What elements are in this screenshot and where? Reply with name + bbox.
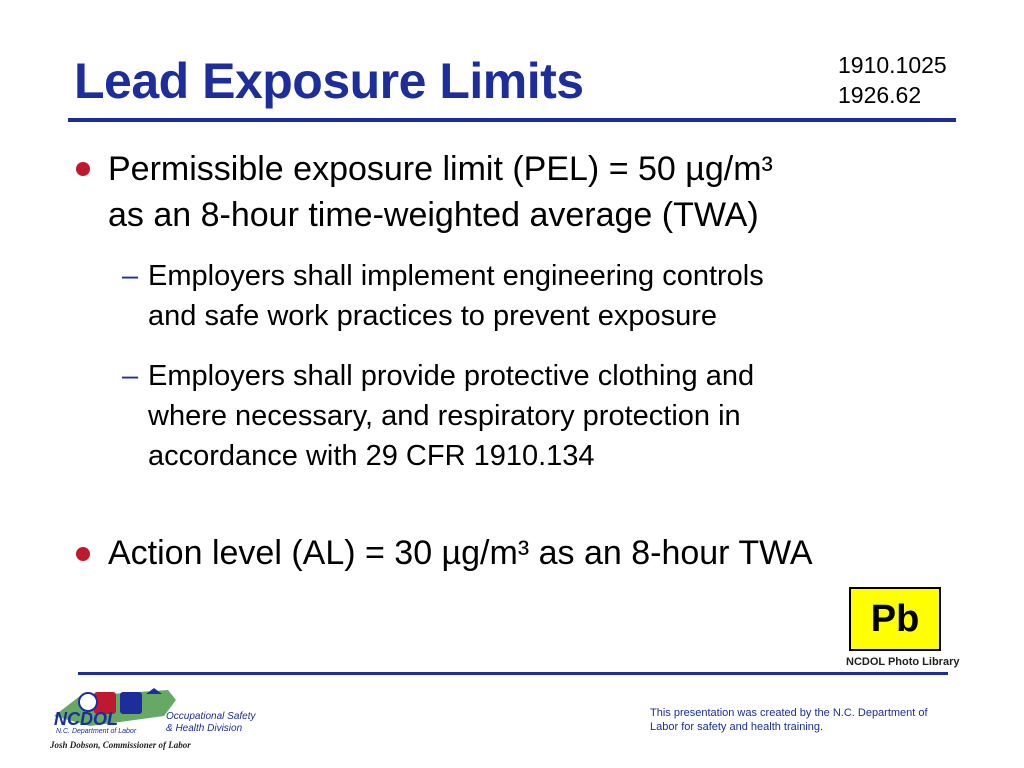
logo-subtitle: N.C. Department of Labor xyxy=(56,728,137,735)
division-name xyxy=(166,711,256,735)
pel-bullet-text xyxy=(108,146,908,238)
bullet-line: Permissible exposure limit (PEL) = 50 µg/m³ xyxy=(108,150,773,188)
division-line: & Health Division xyxy=(166,723,243,734)
bullet-dot-icon xyxy=(76,162,90,176)
protective-clothing-subbullet xyxy=(148,356,888,476)
bullet-line: as an 8-hour time-weighted average (TWA) xyxy=(108,196,759,234)
dash-icon: – xyxy=(122,360,139,392)
reference-1926: 1926.62 xyxy=(838,82,922,108)
commissioner-credit: Josh Dobson, Commissioner of Labor xyxy=(50,740,191,750)
presentation-credit: This presentation was created by the N.C. Department of Labor for safety and health training. xyxy=(650,707,928,733)
footer-divider xyxy=(78,672,948,675)
subbullet-line: where necessary, and respiratory protection in xyxy=(148,400,741,432)
reference-1910: 1910.1025 xyxy=(838,52,947,78)
title-divider xyxy=(68,118,956,122)
bullet-dot-icon xyxy=(76,547,90,561)
subbullet-line: Employers shall implement engineering controls xyxy=(148,260,764,292)
photo-caption: NCDOL Photo Library xyxy=(846,656,960,668)
engineering-controls-subbullet xyxy=(148,256,888,336)
division-line: Occupational Safety xyxy=(166,711,256,722)
subbullet-line: accordance with 29 CFR 1910.134 xyxy=(148,440,595,472)
logo-name: NCDOL xyxy=(54,709,118,729)
dash-icon: – xyxy=(122,260,139,292)
subbullet-line: Employers shall provide protective clothing and xyxy=(148,360,755,392)
lead-symbol-image: Pb xyxy=(849,587,941,651)
ncdol-logo xyxy=(50,686,330,756)
slide-title: Lead Exposure Limits xyxy=(74,53,584,109)
standard-references xyxy=(838,50,947,110)
action-level-bullet: Action level (AL) = 30 µg/m³ as an 8-hour TWA xyxy=(108,534,813,572)
subbullet-line: and safe work practices to prevent exposure xyxy=(148,300,718,332)
